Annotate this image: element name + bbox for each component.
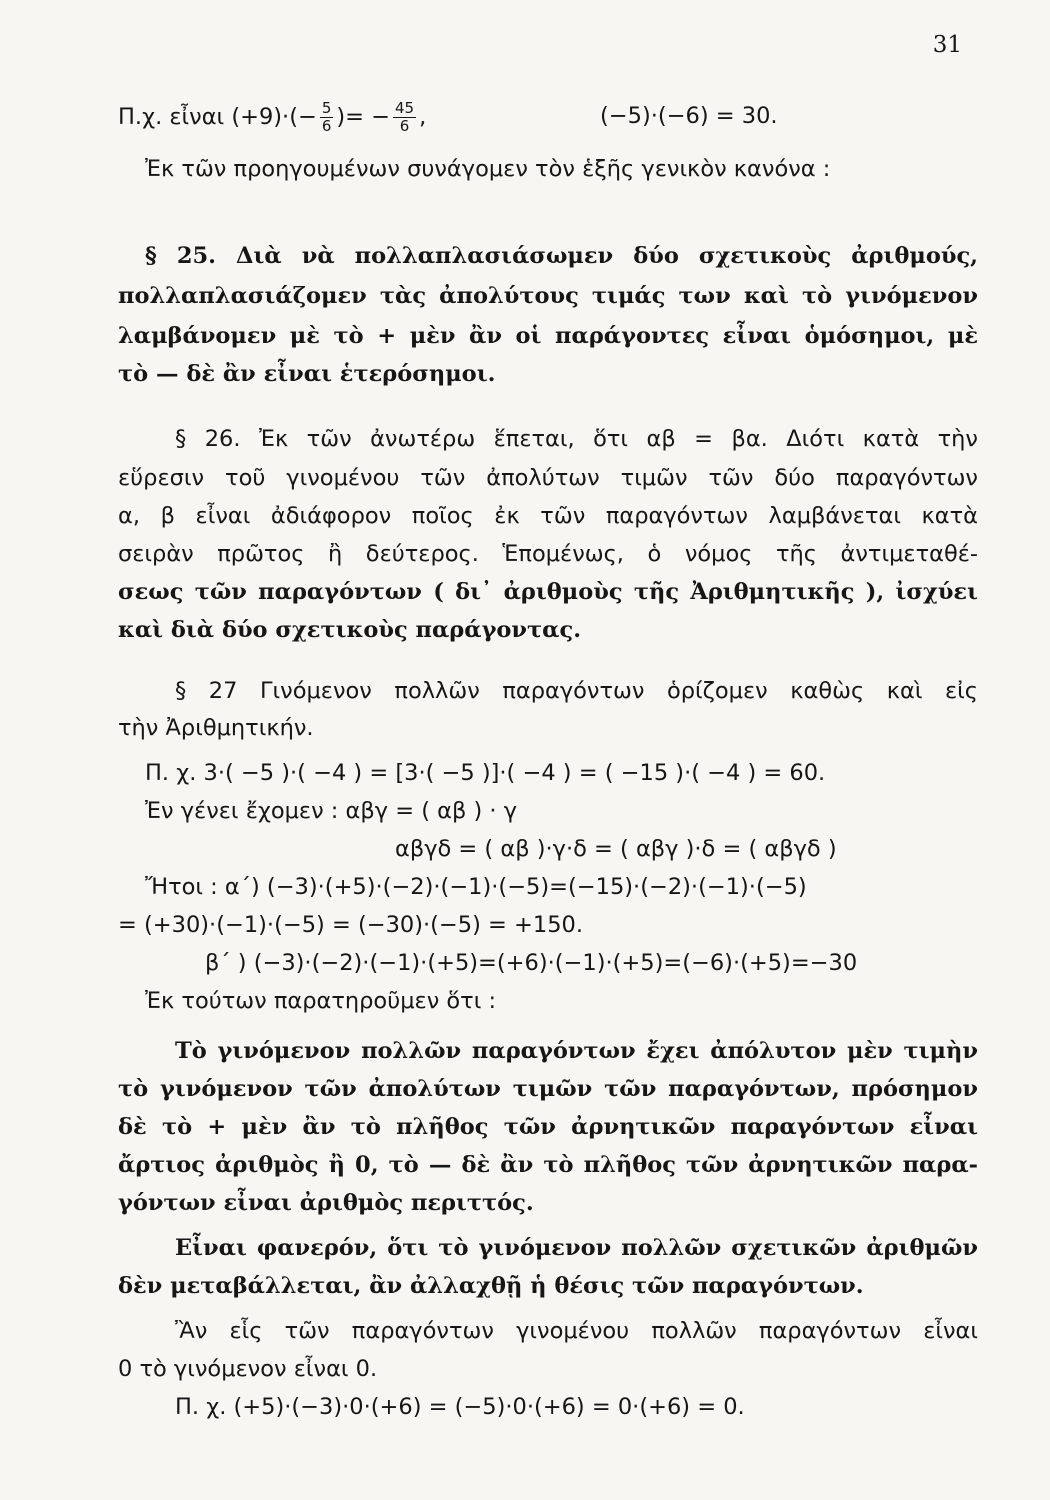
zero-line-2: 0 τὸ γινόμενον εἶναι 0. [118, 1356, 378, 1382]
fraction-45-6 [393, 100, 416, 135]
eq-mid: )= − [336, 104, 391, 130]
example-equation-right: (−5)·(−6) = 30. [600, 103, 778, 129]
rule-line-5: γόντων εἶναι ἀριθμὸς περιττός. [118, 1190, 534, 1216]
rule-line-2: τὸ γινόμενον τῶν ἀπολύτων τιμῶν τῶν παραγόντων, πρόσημον [118, 1076, 978, 1102]
math-general: Ἐν γένει ἔχομεν : αβγ = ( αβ ) · γ [145, 798, 518, 824]
eq-prefix: Π.χ. εἶναι (+9)·(− [118, 104, 317, 130]
fraction-numerator: 45 [395, 99, 415, 117]
s26-line-6: καὶ διὰ δύο σχετικοὺς παράγοντας. [118, 617, 582, 643]
evident-line-2: δὲν μεταβάλλεται, ἂν ἀλλαχθῇ ἡ θέσις τῶν παραγόντων. [118, 1273, 864, 1299]
math-case-a-cont: = (+30)·(−1)·(−5) = (−30)·(−5) = +150. [118, 912, 583, 938]
s27-line-2: τὴν Ἀριθμητικήν. [118, 715, 314, 741]
math-example-1: Π. χ. 3·( −5 )·( −4 ) = [3·( −5 )]·( −4 ) = ( −15 )·( −4 ) = 60. [145, 760, 826, 786]
page-number: 31 [932, 32, 962, 58]
rule-line-3: δὲ τὸ + μὲν ἂν τὸ πλῆθος τῶν ἀρνητικῶν παραγόντων εἶναι [118, 1114, 978, 1140]
math-observe: Ἐκ τούτων παρατηροῦμεν ὅτι : [145, 988, 497, 1014]
fraction-5-6 [320, 100, 334, 135]
s27-line-1: § 27 Γινόμενον πολλῶν παραγόντων ὁρίζομεν καθὼς καὶ εἰς [175, 678, 978, 704]
fraction-denominator: 6 [399, 117, 410, 135]
fraction-denominator: 6 [321, 117, 332, 135]
math-case-b: β΄ ) (−3)·(−2)·(−1)·(+5)=(+6)·(−1)·(+5)=(−6)·(+5)=−30 [205, 950, 858, 976]
evident-line-1: Εἶναι φανερόν, ὅτι τὸ γινόμενον πολλῶν σχετικῶν ἀριθμῶν [175, 1235, 978, 1261]
math-general-2: αβγδ = ( αβ )·γ·δ = ( αβγ )·δ = ( αβγδ ) [395, 836, 837, 862]
rule-line-4: ἄρτιος ἀριθμὸς ἢ 0, τὸ — δὲ ἂν τὸ πλῆθος τῶν ἀρνητικῶν παρα- [118, 1152, 978, 1178]
s25-line-2: πολλαπλασιάζομεν τὰς ἀπολύτους τιμάς των καὶ τὸ γινόμενον [118, 283, 978, 309]
s26-line-1: § 26. Ἐκ τῶν ἀνωτέρω ἕπεται, ὅτι αβ = βα. Διότι κατὰ τὴν [175, 426, 978, 452]
zero-example: Π. χ. (+5)·(−3)·0·(+6) = (−5)·0·(+6) = 0·(+6) = 0. [175, 1394, 745, 1420]
zero-line-1: Ἂν εἷς τῶν παραγόντων γινομένου πολλῶν παραγόντων εἶναι [175, 1318, 978, 1344]
fraction-numerator: 5 [321, 99, 332, 117]
s26-line-3: α, β εἶναι ἀδιάφορον ποῖος ἐκ τῶν παραγόντων λαμβάνεται κατὰ [118, 503, 978, 529]
math-case-a: Ἤτοι : α΄) (−3)·(+5)·(−2)·(−1)·(−5)=(−15)·(−2)·(−1)·(−5) [145, 874, 807, 900]
rule-line-1: Τὸ γινόμενον πολλῶν παραγόντων ἔχει ἀπόλυτον μὲν τιμὴν [175, 1038, 978, 1064]
s25-line-4: τὸ — δὲ ἂν εἶναι ἑτερόσημοι. [118, 361, 496, 387]
s26-line-2: εὕρεσιν τοῦ γινομένου τῶν ἀπολύτων τιμῶν τῶν δύο παραγόντων [118, 465, 978, 491]
eq-suffix: , [419, 104, 427, 130]
s25-line-1: § 25. Διὰ νὰ πολλαπλασιάσωμεν δύο σχετικοὺς ἀριθμούς, [145, 243, 978, 269]
example-equation [118, 100, 426, 135]
s26-line-4: σειρὰν πρῶτος ἢ δεύτερος. Ἑπομένως, ὁ νόμος τῆς ἀντιμεταθέ- [118, 541, 978, 567]
s25-line-3: λαμβάνομεν μὲ τὸ + μὲν ἂν οἱ παράγοντες εἶναι ὁμόσημοι, μὲ [118, 323, 978, 349]
s26-line-5: σεως τῶν παραγόντων ( δι᾽ ἀριθμοὺς τῆς Ἀριθμητικῆς ), ἰσχύει [118, 579, 978, 605]
intro-line: Ἐκ τῶν προηγουμένων συνάγομεν τὸν ἑξῆς γενικὸν κανόνα : [145, 156, 831, 182]
